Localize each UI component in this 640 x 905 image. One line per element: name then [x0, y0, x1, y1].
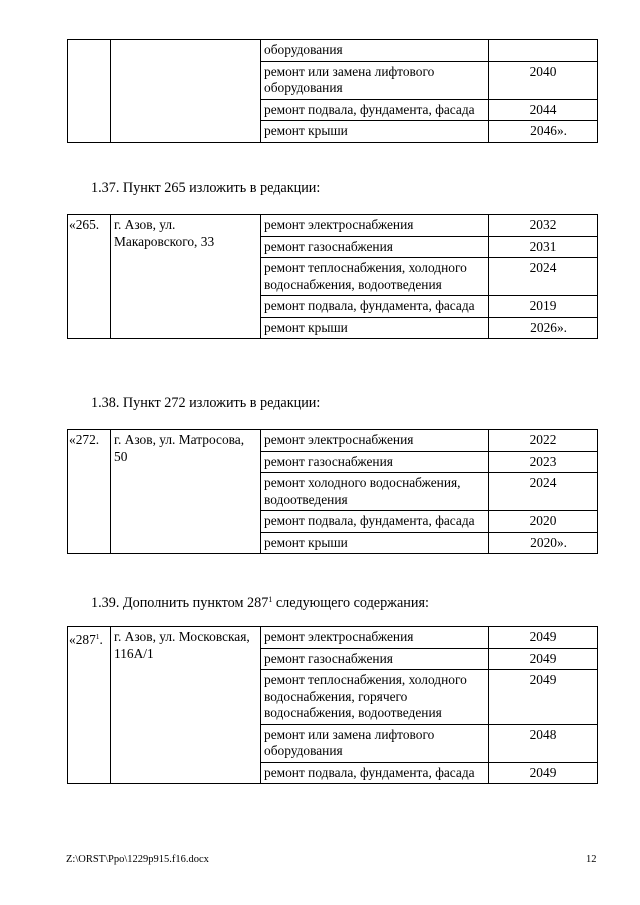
- work-cell: ремонт теплоснабжения, холодного водоснабжения, горячего водоснабжения, водоотведения: [261, 670, 489, 725]
- address-cell: [111, 40, 261, 143]
- year-cell: 2046».: [489, 121, 598, 143]
- table-item-265: [67, 214, 598, 339]
- table-row: [68, 215, 598, 237]
- work-cell: ремонт электроснабжения: [261, 215, 489, 237]
- work-cell: ремонт подвала, фундамента, фасада: [261, 511, 489, 533]
- paragraph-1-39: [91, 591, 429, 612]
- work-cell: ремонт газоснабжения: [261, 451, 489, 473]
- item-number-cell: «265.: [68, 215, 111, 339]
- work-cell: оборудования: [261, 40, 489, 62]
- paragraph-text: следующего содержания:: [272, 595, 429, 611]
- paragraph-1-38: 1.38. Пункт 272 изложить в редакции:: [91, 395, 321, 411]
- address-cell: г. Азов, ул. Макаровского, 33: [111, 215, 261, 339]
- year-cell: 2019: [489, 296, 598, 318]
- address-cell: г. Азов, ул. Матросова, 50: [111, 430, 261, 554]
- paragraph-text: 1.39. Дополнить пунктом 287: [91, 595, 269, 611]
- work-cell: ремонт или замена лифтового оборудования: [261, 61, 489, 99]
- superscript: 1: [268, 595, 273, 604]
- work-cell: ремонт газоснабжения: [261, 648, 489, 670]
- work-cell: ремонт крыши: [261, 121, 489, 143]
- paragraph-1-37: 1.37. Пункт 265 изложить в редакции:: [91, 180, 321, 196]
- footer-file-path: Z:\ORST\Ppo\1229p915.f16.docx: [66, 854, 209, 865]
- table-row: [68, 430, 598, 452]
- year-cell: 2024: [489, 473, 598, 511]
- table-continuation: [67, 39, 598, 143]
- work-cell: ремонт холодного водоснабжения, водоотведения: [261, 473, 489, 511]
- work-cell: ремонт газоснабжения: [261, 236, 489, 258]
- work-cell: ремонт или замена лифтового оборудования: [261, 724, 489, 762]
- superscript: 1: [95, 632, 100, 641]
- page-number: 12: [586, 854, 597, 865]
- work-cell: ремонт теплоснабжения, холодного водоснабжения, водоотведения: [261, 258, 489, 296]
- year-cell: 2049: [489, 627, 598, 649]
- work-cell: ремонт подвала, фундамента, фасада: [261, 762, 489, 784]
- work-cell: ремонт крыши: [261, 532, 489, 554]
- year-cell: 2040: [489, 61, 598, 99]
- year-cell: 2024: [489, 258, 598, 296]
- table-item-287-1: [67, 626, 598, 784]
- year-cell: 2032: [489, 215, 598, 237]
- work-cell: ремонт электроснабжения: [261, 627, 489, 649]
- item-number: «287: [69, 632, 96, 647]
- year-cell: 2026».: [489, 317, 598, 339]
- address-cell: г. Азов, ул. Московская, 116А/1: [111, 627, 261, 784]
- work-cell: ремонт подвала, фундамента, фасада: [261, 99, 489, 121]
- year-cell: 2048: [489, 724, 598, 762]
- table-row: [68, 40, 598, 62]
- year-cell: 2020: [489, 511, 598, 533]
- item-number-dot: .: [99, 632, 103, 647]
- work-cell: ремонт электроснабжения: [261, 430, 489, 452]
- year-cell: 2020».: [489, 532, 598, 554]
- year-cell: 2049: [489, 670, 598, 725]
- year-cell: 2022: [489, 430, 598, 452]
- year-cell: 2044: [489, 99, 598, 121]
- work-cell: ремонт крыши: [261, 317, 489, 339]
- item-number-cell: «272.: [68, 430, 111, 554]
- table-item-272: [67, 429, 598, 554]
- item-number-cell: [68, 627, 111, 784]
- year-cell: [489, 40, 598, 62]
- year-cell: 2023: [489, 451, 598, 473]
- year-cell: 2049: [489, 762, 598, 784]
- year-cell: 2031: [489, 236, 598, 258]
- year-cell: 2049: [489, 648, 598, 670]
- item-number-cell: [68, 40, 111, 143]
- work-cell: ремонт подвала, фундамента, фасада: [261, 296, 489, 318]
- table-row: [68, 627, 598, 649]
